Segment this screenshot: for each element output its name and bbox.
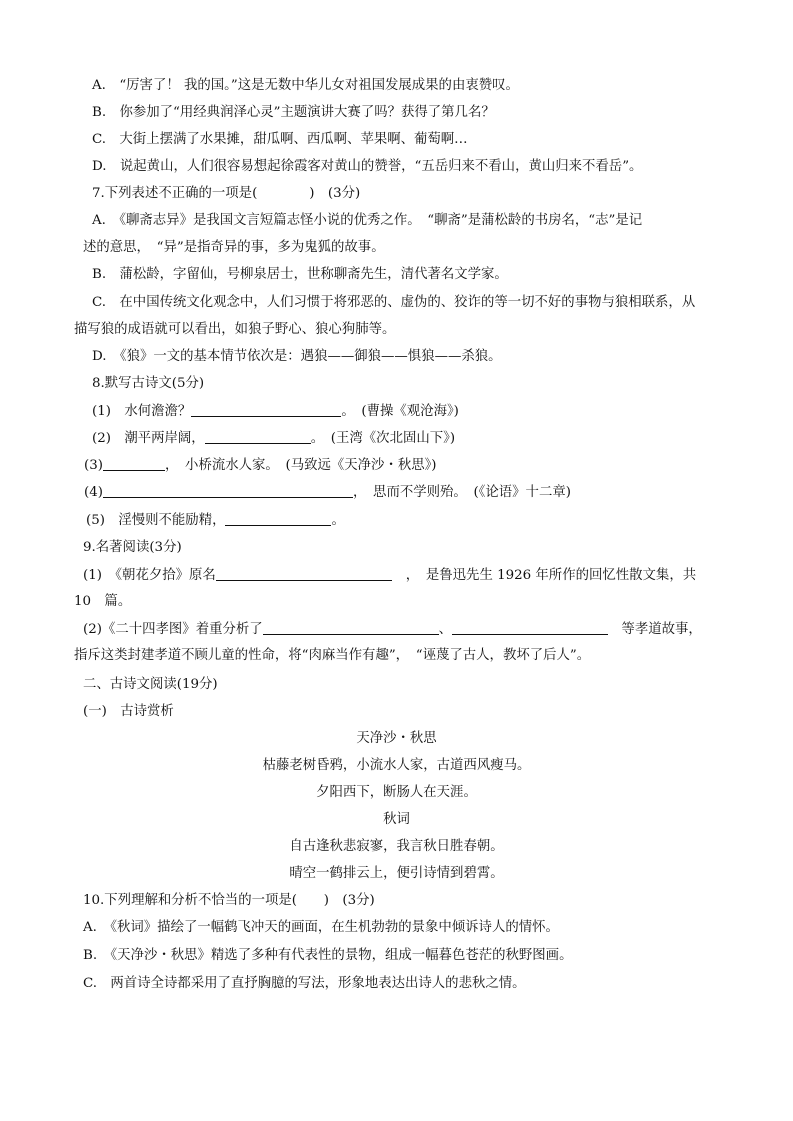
q8-item-2-suffix: 。 (王湾《次北固山下》) <box>310 431 456 446</box>
q8-item-3-suffix: ， 小桥流水人家。 (马致远《天净沙・秋思》) <box>164 458 437 473</box>
q10-option-c: C. 两首诗全诗都采用了直抒胸臆的写法，形象地表达出诗人的悲秋之情。 <box>83 976 526 991</box>
q7-option-a-line1: A. 《聊斋志异》是我国文言短篇志怪小说的优秀之作。 “聊斋”是蒲松龄的书房名，“志”是记 <box>92 213 643 228</box>
q9-blank-3[interactable] <box>452 621 608 635</box>
q7-option-b: B. 蒲松龄，字留仙，号柳泉居士，世称聊斋先生，清代著名文学家。 <box>92 267 508 282</box>
q9-item-2-cont: 指斥这类封建孝道不顾儿童的性命，将“肉麻当作有趣”， “诬蔑了古人，教坏了后人”。 <box>74 648 591 663</box>
section-2-subtitle: (一) 古诗赏析 <box>83 704 174 719</box>
q9-item-1-cont: 10 篇。 <box>74 594 132 609</box>
q8-stem: 8.默写古诗文(5分) <box>92 376 205 391</box>
q9-item-2-prefix: (2)《二十四孝图》着重分析了 <box>83 622 263 637</box>
q6-option-d: D. 说起黄山，人们很容易想起徐霞客对黄山的赞誉，“五岳归来不看山，黄山归来不看岳”。 <box>92 159 643 174</box>
poem-2-title: 秋词 <box>383 812 410 827</box>
q7-stem-score: ) (3分) <box>309 186 361 201</box>
q7-option-d: D. 《狼》一文的基本情节依次是：遇狼——御狼——惧狼——杀狼。 <box>92 349 502 364</box>
q8-item-4-prefix: (4) <box>84 485 103 500</box>
q7-option-c-line1: C. 在中国传统文化观念中，人们习惯于将邪恶的、虚伪的、狡诈的等一切不好的事物与狼相联系，从 <box>92 295 696 310</box>
q8-item-3-prefix: (3) <box>84 458 103 473</box>
poem-2-line-1: 自古逢秋悲寂寥，我言秋日胜春朝。 <box>289 839 504 854</box>
q9-item-1-prefix: (1) 《朝花夕拾》原名 <box>83 568 216 583</box>
q8-item-4 <box>84 484 571 501</box>
q8-blank-2[interactable] <box>205 430 311 444</box>
q7-stem-text: 7.下列表述不正确的一项是( <box>92 186 258 201</box>
q9-item-2-sep: 、 <box>438 622 453 637</box>
section-2-title: 二、古诗文阅读(19分) <box>83 677 218 692</box>
q9-item-2 <box>83 621 702 638</box>
q8-item-5 <box>86 512 345 529</box>
q8-item-5-suffix: 。 <box>331 513 345 528</box>
poem-1-title: 天净沙・秋思 <box>356 731 437 746</box>
q8-item-2-prefix: (2) 潮平两岸阔， <box>92 431 205 446</box>
q9-item-1-suffix: ， 是鲁迅先生 1926 年所作的回忆性散文集，共 <box>405 568 697 583</box>
q8-blank-3[interactable] <box>103 457 165 471</box>
q9-blank-1[interactable] <box>216 567 392 581</box>
q7-stem <box>92 186 360 202</box>
q6-option-b: B. 你参加了“用经典润泽心灵”主题演讲大赛了吗？获得了第几名？ <box>92 105 495 120</box>
q8-item-5-prefix: (5) 淫慢则不能励精， <box>86 513 226 528</box>
q8-item-2 <box>92 430 455 447</box>
q9-blank-2[interactable] <box>263 621 439 635</box>
q10-option-b: B. 《天净沙・秋思》精选了多种有代表性的景物，组成一幅暮色苍茫的秋野图画。 <box>83 948 573 963</box>
q9-item-1 <box>83 567 696 584</box>
q7-option-c-line2: 描写狼的成语就可以看出，如狼子野心、狼心狗肺等。 <box>74 322 396 337</box>
q10-option-a: A. 《秋词》描绘了一幅鹤飞冲天的画面，在生机勃勃的景象中倾诉诗人的情怀。 <box>83 920 559 935</box>
q7-option-a-line2: 述的意思， “异”是指奇异的事，多为鬼狐的故事。 <box>83 240 385 255</box>
q8-item-1-prefix: (1) 水何澹澹？ <box>92 404 192 419</box>
q8-blank-1[interactable] <box>191 403 341 417</box>
q8-item-1 <box>92 403 459 420</box>
poem-2-line-2: 晴空一鹤排云上，便引诗情到碧霄。 <box>289 866 504 881</box>
q9-stem: 9.名著阅读(3分) <box>83 540 182 555</box>
q8-blank-5[interactable] <box>225 512 331 526</box>
q10-stem: 10.下列理解和分析不恰当的一项是( ) (3分) <box>83 893 375 908</box>
q8-item-1-suffix: 。 (曹操《观沧海》) <box>341 404 459 419</box>
q6-option-c: C. 大街上摆满了水果摊，甜瓜啊、西瓜啊、苹果啊、葡萄啊… <box>92 132 468 147</box>
q9-item-2-suffix: 等孝道故事， <box>608 622 702 637</box>
poem-1-line-2: 夕阳西下，断肠人在天涯。 <box>316 785 477 800</box>
q6-option-a: A. “厉害了！ 我的国。”这是无数中华儿女对祖国发展成果的由衷赞叹。 <box>92 78 519 93</box>
q8-blank-4[interactable] <box>103 484 353 498</box>
q8-item-4-suffix: ， 思而不学则殆。 (《论语》十二章) <box>352 485 571 500</box>
poem-1-line-1: 枯藤老树昏鸦，小流水人家，古道西风瘦马。 <box>262 758 531 773</box>
q8-item-3 <box>84 457 437 474</box>
